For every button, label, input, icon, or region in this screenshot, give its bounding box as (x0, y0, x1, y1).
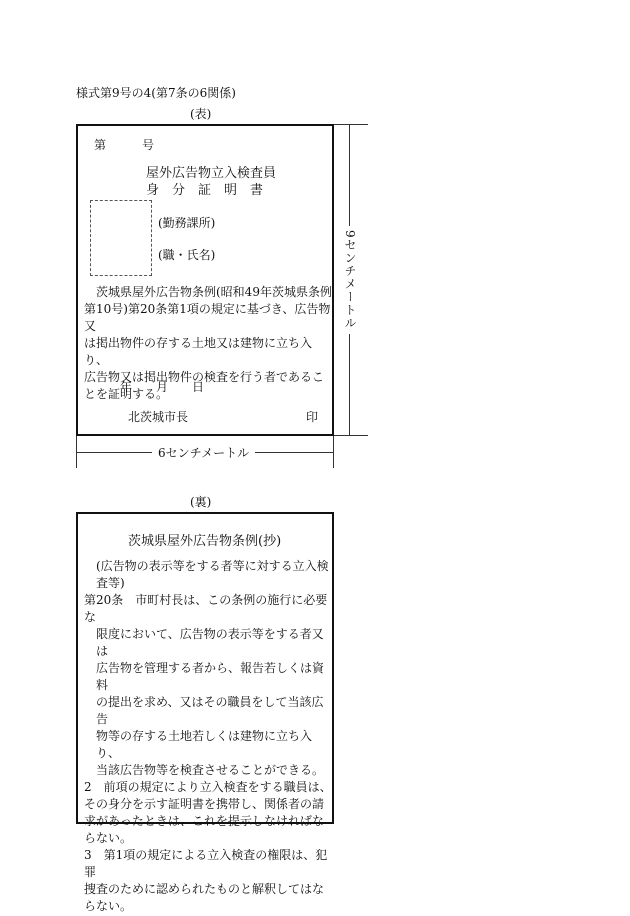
height-tick-top (334, 124, 368, 125)
width-dimension-label: 6センチメートル (152, 444, 255, 461)
front-side-label: (表) (190, 107, 212, 121)
height-tick-bottom (334, 435, 368, 436)
back-side-label: (裏) (190, 495, 212, 509)
ordinance-body: (広告物の表示等をする者等に対する立入検 査等) 第20条 市町村長は、この条例の施行に必要な 限度において、広告物の表示等をする者又は 広告物を管理する者から、報告若しくは資料 の提出を求め、又はその職員をして当該広告 物等の存する土地若しくは建物に立ち入り、 当該広告物等を検査させることができる。 2 前項の規定により立入検査をする職員は、 その身分を示す証明書を携帯し、関係者の請 求があったときは、これを提示しなければな らない。 3 第1項の規定による立入検査の権限は、犯罪 捜査のために認められたものと解釈してはな らない。 (84, 559, 332, 913)
form-title: 様式第9号の4(第7条の6関係) (76, 86, 236, 100)
front-body-text: 茨城県屋外広告物条例(昭和49年茨城県条例 第10号)第20条第1項の規定に基づき、広告物又 は掲出物件の存する土地又は建物に立ち入り、 広告物又は掲出物件の検査を行う者であるこ とを証明する。 (84, 285, 332, 401)
issuer-label: 北茨城市長 (128, 410, 189, 424)
height-dimension-label: 9センチメートル (342, 226, 359, 334)
ordinance-title: 茨城県屋外広告物条例(抄) (128, 534, 282, 549)
back-card (76, 512, 334, 913)
photo-placeholder (90, 200, 152, 276)
date-label: 年 月 日 (120, 380, 205, 394)
front-card (76, 124, 334, 436)
number-label: 第 号 (94, 138, 155, 152)
certificate-title-line1: 屋外広告物立入検査員 (146, 166, 277, 181)
seal-label: 印 (306, 410, 319, 424)
office-label: (勤務課所) (158, 216, 216, 230)
name-label: (職・氏名) (158, 248, 216, 262)
certificate-title-line2: 身 分 証 明 書 (146, 183, 264, 198)
